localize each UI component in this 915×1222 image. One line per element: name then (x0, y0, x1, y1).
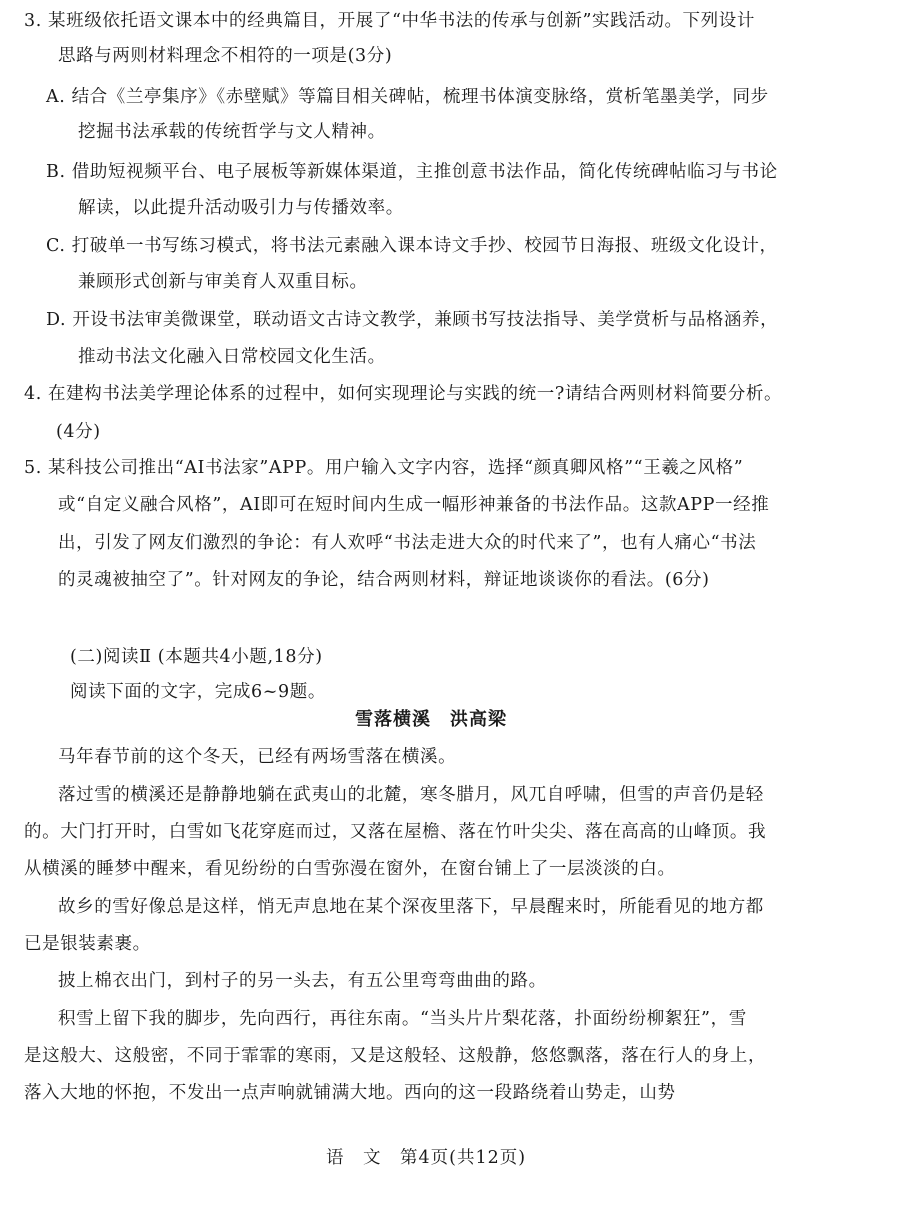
section-instruction: 阅读下面的文字，完成6~9题。 (70, 682, 326, 702)
q3-option-b-line-1: B. 借助短视频平台、电子展板等新媒体渠道，主推创意书法作品，简化传统碑帖临习与书论 (46, 162, 778, 182)
q5-line-2: 或“自定义融合风格”，AI即可在短时间内生成一幅形神兼备的书法作品。这款APP一经推 (58, 495, 770, 515)
section-heading: (二)阅读Ⅱ (本题共4小题,18分) (70, 647, 323, 667)
q3-option-a-line-1: A. 结合《兰亭集序》《赤壁赋》等篇目相关碑帖，梳理书体演变脉络，赏析笔墨美学，同步 (46, 87, 769, 107)
q3-stem-line-1: 3. 某班级依托语文课本中的经典篇目，开展了“中华书法的传承与创新”实践活动。下列设计 (24, 11, 755, 31)
article-line-3: 的。大门打开时，白雪如飞花穿庭而过，又落在屋檐、落在竹叶尖尖、落在高高的山峰顶。我 (24, 822, 767, 842)
article-line-9: 是这般大、这般密，不同于霏霏的寒雨，又是这般轻、这般静，悠悠飘落，落在行人的身上， (24, 1046, 767, 1066)
article-line-5: 故乡的雪好像总是这样，悄无声息地在某个深夜里落下，早晨醒来时，所能看见的地方都 (58, 897, 764, 917)
q5-line-1: 5. 某科技公司推出“AI书法家”APP。用户输入文字内容，选择“颜真卿风格”“王羲之风格” (24, 458, 744, 478)
page-footer: 语 文 第4页(共12页) (326, 1148, 527, 1168)
q3-option-d-line-2: 推动书法文化融入日常校园文化生活。 (78, 347, 386, 367)
article-line-8: 积雪上留下我的脚步，先向西行，再往东南。“当头片片梨花落，扑面纷纷柳絮狂”，雪 (58, 1009, 747, 1029)
article-line-7: 披上棉衣出门，到村子的另一头去，有五公里弯弯曲曲的路。 (58, 971, 547, 991)
article-line-10: 落入大地的怀抱，不发出一点声响就铺满大地。西向的这一段路绕着山势走，山势 (24, 1083, 676, 1103)
q3-option-c-line-2: 兼顾形式创新与审美育人双重目标。 (78, 272, 368, 292)
article-line-4: 从横溪的睡梦中醒来，看见纷纷的白雪弥漫在窗外，在窗台铺上了一层淡淡的白。 (24, 859, 676, 879)
q5-line-4: 的灵魂被抽空了”。针对网友的争论，结合两则材料，辩证地谈谈你的看法。(6分) (58, 570, 710, 590)
q5-line-3: 出，引发了网友们激烈的争论：有人欢呼“书法走进大众的时代来了”，也有人痛心“书法 (58, 533, 757, 553)
q3-option-c-line-1: C. 打破单一书写练习模式，将书法元素融入课本诗文手抄、校园节日海报、班级文化设计， (46, 236, 778, 256)
q3-option-a-line-2: 挖掘书法承载的传统哲学与文人精神。 (78, 122, 386, 142)
article-line-2: 落过雪的横溪还是静静地躺在武夷山的北麓，寒冬腊月，风兀自呼啸，但雪的声音仍是轻 (58, 785, 764, 805)
q3-option-d-line-1: D. 开设书法审美微课堂，联动语文古诗文教学，兼顾书写技法指导、美学赏析与品格涵养， (46, 310, 779, 330)
q3-stem-line-2: 思路与两则材料理念不相符的一项是(3分) (58, 46, 393, 66)
q4-line-1: 4. 在建构书法美学理论体系的过程中，如何实现理论与实践的统一?请结合两则材料简要分析。 (24, 384, 783, 404)
q4-line-2: (4分) (56, 422, 101, 442)
article-line-6: 已是银装素裹。 (24, 934, 151, 954)
article-title: 雪落横溪 洪高梁 (355, 709, 507, 730)
article-line-1: 马年春节前的这个冬天，已经有两场雪落在横溪。 (58, 747, 457, 767)
q3-option-b-line-2: 解读，以此提升活动吸引力与传播效率。 (78, 198, 404, 218)
